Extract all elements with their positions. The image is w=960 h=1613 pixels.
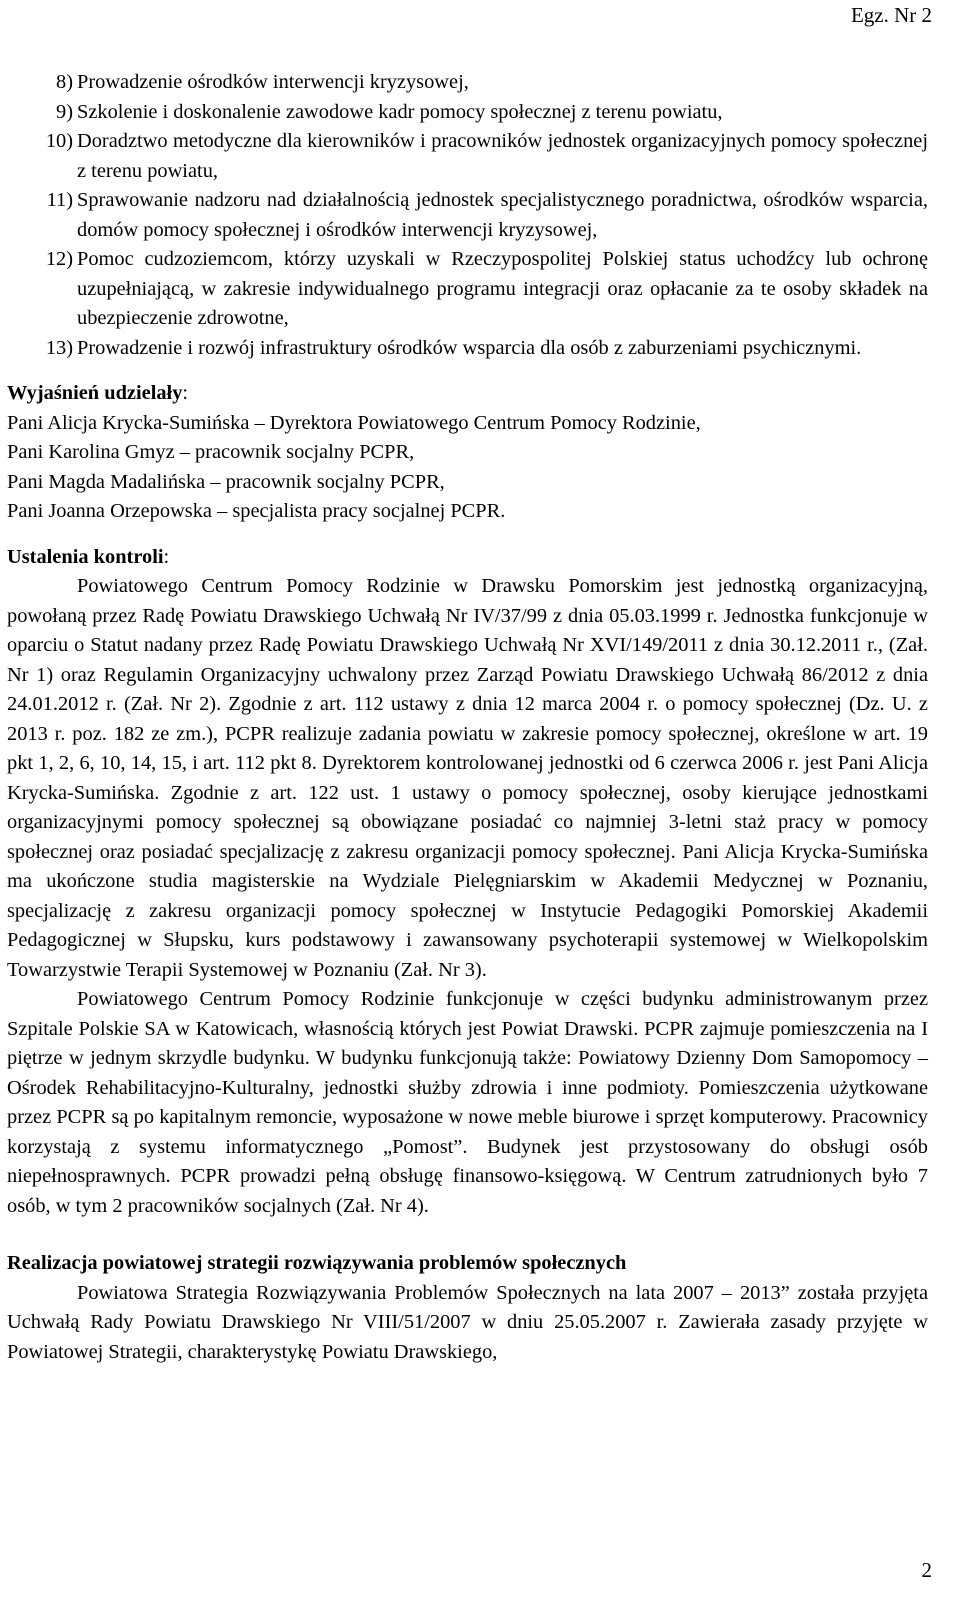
list-item-text: Prowadzenie i rozwój infrastruktury ośrodków wsparcia dla osób z zaburzeniami psychicznymi. (77, 336, 862, 359)
explanations-heading: Wyjaśnień udzielały (7, 382, 183, 404)
explanation-line: Pani Alicja Krycka-Sumińska – Dyrektora Powiatowego Centrum Pomocy Rodzinie, (7, 411, 701, 434)
list-item (7, 127, 928, 186)
list-item (7, 98, 928, 128)
list-item-number: 8) (56, 71, 73, 93)
copy-number-label: Egz. Nr 2 (850, 3, 932, 27)
tasks-list (7, 68, 928, 363)
list-item-text: Prowadzenie ośrodków interwencji kryzysowej, (77, 71, 469, 93)
list-item-number: 12) (45, 248, 73, 270)
findings-paragraph: Powiatowego Centrum Pomocy Rodzinie w Drawsku Pomorskim jest jednostką organizacyjną, powołaną przez Radę Powiatu Drawskiego Uchwałą Nr IV/37/99 z dnia 05.03.1999 r. Jednostka funkcjonuje w oparciu o Statut nadany przez Radę Powiatu Drawskiego Uchwałą Nr XVI/149/2011 z dnia 30.12.2011 r., (Zał. Nr 1) oraz Regulamin Organizacyjny uchwalony przez Zarząd Powiatu Drawskiego Uchwałą 86/2012 z dnia 24.01.2012 r. (Zał. Nr 2). Zgodnie z art. 112 ustawy z dnia 12 marca 2004 r. o pomocy społecznej (Dz. U. z 2013 r. poz. 182 ze zm.), PCPR realizuje zadania powiatu w zakresie pomocy społecznej, określone w art. 19 pkt 1, 2, 6, 10, 14, 15, i art. 112 pkt 8. Dyrektorem kontrolowanej jednostki od 6 czerwca 2006 r. jest Pani Alicja Krycka-Sumińska. Zgodnie z art. 122 ust. 1 ustawy o pomocy społecznej, osoby kierujące jednostkami organizacyjnymi pomocy społecznej są obowiązane posiadać co najmniej 3-letni staż pracy w pomocy społecznej oraz posiadać specjalizację z zakresu organizacji pomocy społecznej. Pani Alicja Krycka-Sumińska ma ukończone studia magisterskie na Wydziale Pielęgniarskim w Akademii Medycznej w Poznaniu, specjalizację z zakresu organizacji pomocy społecznej w Instytucie Pedagogiki Pomorskiej Akademii Pedagogicznej w Słupsku, kurs podstawowy i zawansowany psychoterapii systemowej w Wielkopolskim Towarzystwie Terapii Systemowej w Poznaniu (Zał. Nr 3). (7, 575, 928, 981)
list-item-text: Pomoc cudzoziemcom, którzy uzyskali w Rzeczypospolitej Polskiej status uchodźcy lub ochronę uzupełniającą, w zakresie indywidualnego programu integracji oraz opłacanie za te osoby składek na ubezpieczenie zdrowotne, (77, 248, 928, 329)
list-item-text: Doradztwo metodyczne dla kierowników i pracowników jednostek organizacyjnych pomocy społecznej z terenu powiatu, (77, 130, 928, 182)
list-item (7, 334, 928, 364)
explanation-line: Pani Joanna Orzepowska – specjalista pracy socjalnej PCPR. (7, 500, 506, 522)
list-item (7, 68, 928, 98)
document-body (7, 68, 928, 1367)
explanations-section (7, 379, 928, 527)
explanation-line: Pani Magda Madalińska – pracownik socjalny PCPR, (7, 470, 445, 493)
explanation-line: Pani Karolina Gmyz – pracownik socjalny PCPR, (7, 441, 415, 463)
list-item (7, 186, 928, 245)
strategy-heading: Realizacja powiatowej strategii rozwiązywania problemów społecznych (7, 1252, 627, 1274)
list-item-number: 13) (45, 336, 73, 359)
findings-paragraph: Powiatowego Centrum Pomocy Rodzinie funkcjonuje w części budynku administrowanym przez Szpitale Polskie SA w Katowicach, własnością których jest Powiat Drawski. PCPR zajmuje pomieszczenia na I piętrze w jednym skrzydle budynku. W budynku funkcjonują także: Powiatowy Dzienny Dom Samopomocy – Ośrodek Rehabilitacyjno-Kulturalny, jednostki służby zdrowia i inne podmioty. Pomieszczenia użytkowane przez PCPR są po kapitalnym remoncie, wyposażone w nowe meble biurowe i sprzęt komputerowy. Pracownicy korzystają z systemu informatycznego „Pomost”. Budynek jest przystosowany do obsługi osób niepełnosprawnych. PCPR prowadzi pełną obsługę finansowo-księgową. W Centrum zatrudnionych było 7 osób, w tym 2 pracowników socjalnych (Zał. Nr 4). (7, 988, 928, 1217)
findings-heading: Ustalenia kontroli (7, 545, 164, 568)
list-item-number: 11) (46, 189, 73, 211)
findings-heading-line (7, 543, 928, 573)
list-item-text: Sprawowanie nadzoru nad działalnością jednostek specjalistycznego poradnictwa, ośrodków wsparcia, domów pomocy społecznej i ośrodków interwencji kryzysowej, (77, 189, 928, 241)
list-item-number: 9) (56, 100, 73, 123)
page-number: 2 (921, 1558, 932, 1582)
list-item-number: 10) (45, 130, 73, 152)
explanations-heading-colon: : (182, 382, 189, 404)
list-item (7, 245, 928, 334)
strategy-paragraph: Powiatowa Strategia Rozwiązywania Problemów Społecznych na lata 2007 – 2013” została przyjęta Uchwałą Rady Powiatu Drawskiego Nr VIII/51/2007 w dniu 25.05.2007 r. Zawierała zasady przyjęte w Powiatowej Strategii, charakterystykę Powiatu Drawskiego, (7, 1281, 928, 1363)
explanations-heading-line (7, 379, 928, 409)
findings-heading-colon: : (163, 545, 170, 568)
list-item-text: Szkolenie i doskonalenie zawodowe kadr pomocy społecznej z terenu powiatu, (77, 100, 723, 123)
findings-section (7, 543, 928, 1222)
